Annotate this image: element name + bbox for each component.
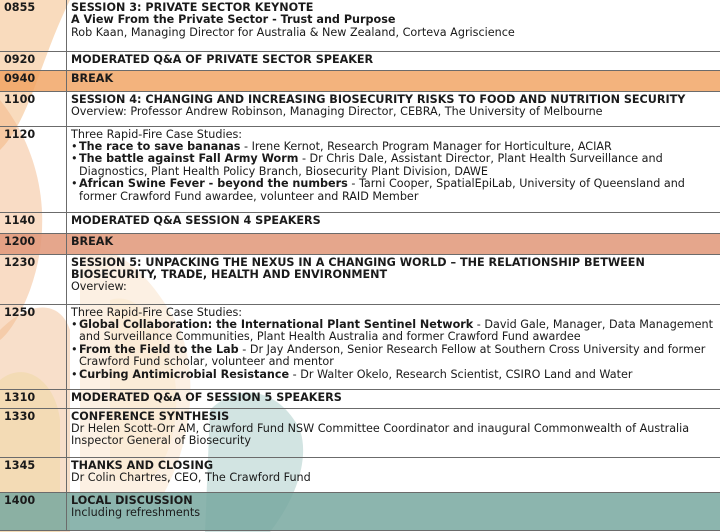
time-cell: 1345 — [0, 457, 67, 492]
case-study-topic: The race to save bananas — [79, 139, 241, 153]
agenda-row-1200 — [0, 233, 720, 254]
case-study-list — [71, 141, 716, 203]
session-title: MODERATED Q&A SESSION 4 SPEAKERS — [71, 213, 321, 227]
session-title: SESSION 4: CHANGING AND INCREASING BIOSECURITY RISKS TO FOOD AND NUTRITION SECURITY — [71, 92, 686, 106]
agenda-row-1120 — [0, 126, 720, 212]
time-cell: 1310 — [0, 389, 67, 408]
time-cell: 1120 — [0, 126, 67, 212]
case-study-topic: Global Collaboration: the International Plant Sentinel Network — [79, 317, 474, 331]
session-cell — [67, 254, 720, 304]
case-study-speaker: - Irene Kernot, Research Program Manager for Horticulture, ACIAR — [240, 139, 612, 153]
agenda-row-1310 — [0, 389, 720, 408]
agenda-row-1140 — [0, 212, 720, 233]
case-study-speaker: - Tarni Cooper, SpatialEpiLab, University of Queensland and former Crawford Fund awardee, volunteer and RAID Member — [79, 177, 685, 203]
session-cell — [67, 51, 720, 70]
break-label: BREAK — [71, 234, 114, 248]
session-title: MODERATED Q&A OF SESSION 5 SPEAKERS — [71, 390, 342, 404]
session-title: SESSION 3: PRIVATE SECTOR KEYNOTE — [71, 1, 314, 14]
case-study-item — [71, 319, 716, 344]
session-cell — [67, 0, 720, 51]
session-title: THANKS AND CLOSING — [71, 458, 214, 472]
case-studies-intro: Three Rapid-Fire Case Studies: — [71, 305, 243, 319]
case-study-speaker: - Dr Chris Dale, Assistant Director, Plant Health Surveillance and Diagnostics, Plant Health Policy Branch, Biosecurity Plant Division, DAWE — [79, 152, 663, 178]
case-study-speaker: - Dr Jay Anderson, Senior Research Fellow at Southern Cross University and former Crawford Fund scholar, volunteer and mentor — [79, 342, 706, 369]
session-speaker: Dr Helen Scott-Orr AM, Crawford Fund NSW Committee Coordinator and inaugural Commonwealth of Australia Inspector General of Biosecurity — [71, 421, 690, 448]
session-title: MODERATED Q&A OF PRIVATE SECTOR SPEAKER — [71, 52, 374, 66]
session-cell — [67, 70, 720, 91]
session-cell — [67, 389, 720, 408]
session-cell — [67, 212, 720, 233]
time-cell: 1140 — [0, 212, 67, 233]
agenda-row-1345 — [0, 457, 720, 492]
time-cell: 0940 — [0, 70, 67, 91]
session-subtitle: A View From the Private Sector - Trust and Purpose — [71, 13, 396, 27]
case-study-item — [71, 344, 716, 369]
session-title: SESSION 5: UNPACKING THE NEXUS IN A CHANGING WORLD – THE RELATIONSHIP BETWEEN BIOSECURITY, TRADE, HEALTH AND ENVIRONMENT — [71, 255, 645, 281]
agenda-row-1400 — [0, 492, 720, 530]
session-cell — [67, 126, 720, 212]
agenda-row-1230 — [0, 254, 720, 304]
agenda-row-0920 — [0, 51, 720, 70]
time-cell: 0855 — [0, 0, 67, 51]
session-overview: Overview: Professor Andrew Robinson, Managing Director, CEBRA, The University of Melbourne — [71, 104, 603, 118]
session-title: LOCAL DISCUSSION — [71, 493, 193, 507]
case-study-item — [71, 178, 716, 203]
case-study-topic: African Swine Fever - beyond the numbers — [79, 177, 348, 191]
time-cell: 1230 — [0, 254, 67, 304]
case-studies-intro: Three Rapid-Fire Case Studies: — [71, 127, 243, 141]
case-study-list — [71, 319, 716, 381]
case-study-item — [71, 369, 716, 381]
agenda-row-1100 — [0, 91, 720, 126]
time-cell: 0920 — [0, 51, 67, 70]
case-study-topic: Curbing Antimicrobial Resistance — [79, 367, 290, 381]
time-cell: 1100 — [0, 91, 67, 126]
session-note: Including refreshments — [71, 505, 201, 519]
time-cell: 1330 — [0, 408, 67, 457]
session-speaker: Rob Kaan, Managing Director for Australia & New Zealand, Corteva Agriscience — [71, 25, 515, 39]
case-study-topic: From the Field to the Lab — [79, 342, 239, 356]
time-cell: 1400 — [0, 492, 67, 530]
case-study-speaker: - Dr Walter Okelo, Research Scientist, CSIRO Land and Water — [289, 367, 633, 381]
time-cell: 1200 — [0, 233, 67, 254]
break-label: BREAK — [71, 71, 114, 85]
agenda-row-1330 — [0, 408, 720, 457]
session-cell — [67, 408, 720, 457]
session-title: CONFERENCE SYNTHESIS — [71, 409, 230, 423]
session-cell — [67, 233, 720, 254]
case-study-topic: The battle against Fall Army Worm — [79, 152, 299, 166]
agenda-row-0855 — [0, 0, 720, 51]
case-study-speaker: - David Gale, Manager, Data Management and Surveillance Communities, Plant Health Australia and former Crawford Fund awardee — [79, 317, 713, 344]
session-overview: Overview: — [71, 280, 127, 294]
time-cell: 1250 — [0, 304, 67, 389]
session-cell — [67, 457, 720, 492]
case-study-item — [71, 153, 716, 178]
agenda-row-1250 — [0, 304, 720, 389]
session-cell — [67, 91, 720, 126]
session-cell — [67, 304, 720, 389]
agenda-row-0940 — [0, 70, 720, 91]
session-speaker: Dr Colin Chartres, CEO, The Crawford Fund — [71, 470, 311, 484]
session-cell — [67, 492, 720, 530]
